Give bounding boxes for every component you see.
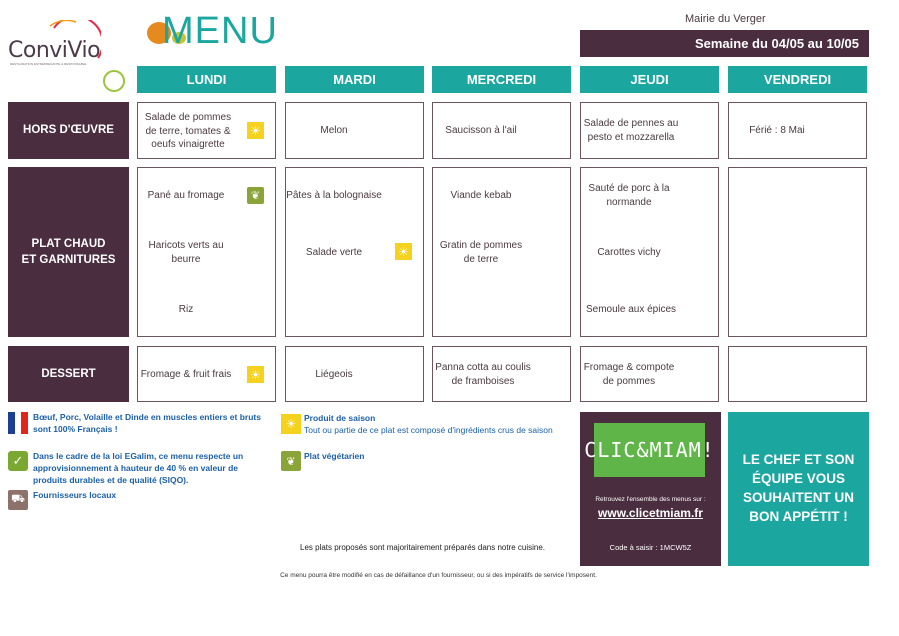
legend-egalim: Dans le cadre de la loi EGalim, ce menu respecte un approvisionnement à hauteur de 40 % en valeur de produits durables et de qualité (SIQO). (33, 451, 244, 485)
cell-plat-vendredi (728, 167, 867, 337)
cell-dessert-mercredi (432, 346, 571, 402)
france-flag-icon (8, 412, 28, 434)
tractor-icon: ⛟ (8, 490, 28, 510)
dish-text: Liégeois (315, 369, 353, 380)
cell-hors-mardi (285, 102, 424, 159)
dish-text: Viande kebab (450, 190, 512, 201)
sun-icon: ☀ (395, 243, 412, 260)
dish-text: Carottes vichy (597, 247, 661, 258)
clicmiam-logo: CLIC&MIAM! (594, 423, 705, 477)
legend-france: Bœuf, Porc, Volaille et Dinde en muscles entiers et bruts sont 100% Français ! (33, 412, 261, 434)
brand-tagline: RESTAURATION ENTREPRENANTE & RESPONSABLE (10, 62, 87, 66)
sun-icon: ☀ (247, 366, 264, 383)
cell-dessert-jeudi (580, 346, 719, 402)
dish-text: Saucisson à l'ail (445, 125, 517, 136)
cell-plat-mercredi (432, 167, 571, 337)
day-header-vendredi: VENDREDI (728, 66, 867, 93)
dish-text: Fromage & compote de pommes (583, 362, 675, 387)
cell-hors-mercredi (432, 102, 571, 159)
footer-note: Ce menu pourra être modifié en cas de défaillance d'un fournisseur, ou si des impératifs de service l'imposent. (280, 572, 597, 579)
cell-plat-mardi (285, 167, 424, 337)
mairie-name: Mairie du Verger (685, 13, 766, 25)
dish-text: Sauté de porc à la normande (588, 183, 670, 208)
cell-hors-lundi (137, 102, 276, 159)
legend-saison-desc: Tout ou partie de ce plat est composé d'ingrédients crus de saison (304, 425, 553, 435)
legend-maison: Les plats proposés sont majoritairement préparés dans notre cuisine. (300, 543, 546, 552)
dish-text: Pâtes à la bolognaise (286, 190, 382, 201)
legend-saison-title: Produit de saison (304, 413, 376, 423)
row-label-hors-doeuvre: HORS D'ŒUVRE (8, 102, 129, 159)
day-header-lundi: LUNDI (137, 66, 276, 93)
day-header-mercredi: MERCREDI (432, 66, 571, 93)
clicmiam-url[interactable]: www.clicetmiam.fr (598, 506, 703, 520)
dish-text: Semoule aux épices (585, 304, 677, 315)
cell-plat-jeudi (580, 167, 719, 337)
clicmiam-code: Code à saisir : 1MCW5Z (609, 543, 692, 552)
day-header-jeudi: JEUDI (580, 66, 719, 93)
cell-hors-vendredi (728, 102, 867, 159)
dish-text: Panna cotta au coulis de framboises (435, 362, 531, 387)
menu-title: MENU (162, 10, 278, 52)
dish-text: Pané au fromage (147, 190, 225, 201)
dish-text: Fromage & fruit frais (140, 369, 232, 380)
brand-name: ConviVio (8, 38, 101, 63)
leaf-icon: ❦ (247, 187, 264, 204)
dish-text: Férié : 8 Mai (749, 125, 805, 136)
cell-plat-lundi (137, 167, 276, 337)
sun-icon: ☀ (247, 122, 264, 139)
clicmiam-retrouvez: Retrouvez l'ensemble des menus sur : (595, 496, 706, 503)
dish-text: Salade verte (305, 247, 363, 258)
dish-text: Salade de pennes au pesto et mozzarella (583, 118, 679, 143)
row-label-dessert: DESSERT (8, 346, 129, 402)
dish-text: Gratin de pommes de terre (439, 240, 523, 265)
dish-text: Haricots verts au beurre (148, 240, 224, 265)
legend-locaux: Fournisseurs locaux (33, 490, 117, 500)
sun-icon: ☀ (281, 414, 301, 434)
check-icon: ✓ (8, 451, 28, 471)
cell-dessert-vendredi (728, 346, 867, 402)
legend-vegetarien: Plat végétarien (304, 451, 365, 461)
week-range: Semaine du 04/05 au 10/05 (580, 30, 869, 57)
cell-dessert-mardi (285, 346, 424, 402)
chef-message: LE CHEF ET SON ÉQUIPE VOUS SOUHAITENT UN BON APPÉTIT ! (728, 412, 869, 566)
row-label-line1: PLAT CHAUD (31, 237, 106, 250)
dish-text: Melon (320, 125, 348, 136)
dish-text: Salade de pommes de terre, tomates & oeufs vinaigrette (144, 112, 232, 150)
row-label-plat-chaud (8, 167, 129, 337)
label-badge-icon (103, 70, 125, 92)
day-header-mardi: MARDI (285, 66, 424, 93)
leaf-icon: ❦ (281, 451, 301, 471)
dish-text: Riz (178, 304, 194, 315)
row-label-line2: ET GARNITURES (21, 254, 116, 266)
cell-hors-jeudi (580, 102, 719, 159)
cell-dessert-lundi (137, 346, 276, 402)
